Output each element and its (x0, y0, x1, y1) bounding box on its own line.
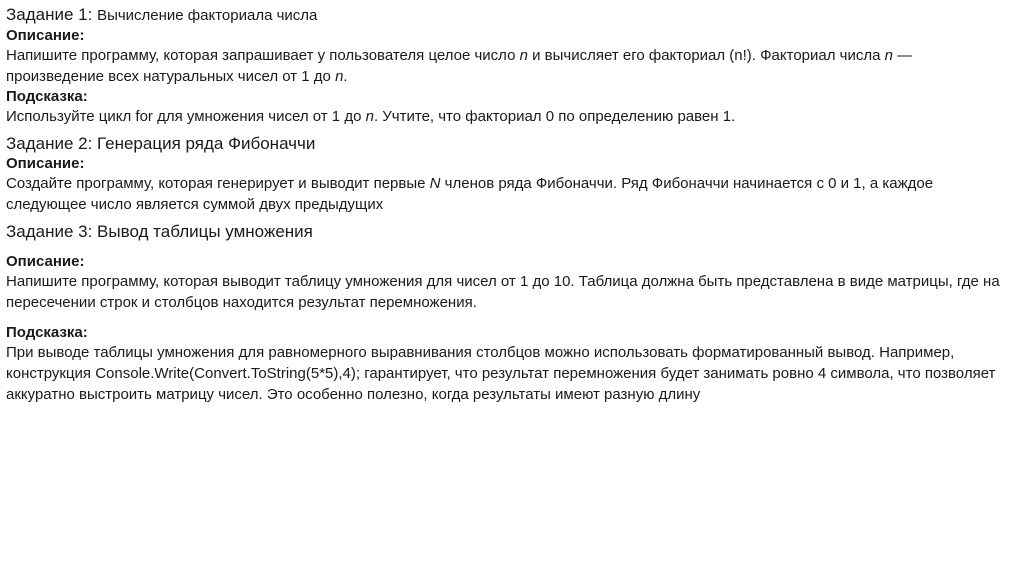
task-1-title-text: Вычисление факториала числа (97, 7, 318, 24)
slide-content (6, 4, 1014, 405)
variable-n: n (884, 47, 893, 64)
desc-part: и вычисляет его факториал (n!). Факториал числа (527, 47, 885, 64)
variable-N: N (429, 175, 441, 192)
task-2-description (6, 173, 1014, 215)
desc-part: — произведение всех натуральных чисел от 1 до (6, 47, 913, 85)
task-1-hint (6, 106, 1014, 127)
task-3-description-label: Описание: (6, 253, 85, 270)
task-3-description: Напишите программу, которая выводит таблицу умножения для чисел от 1 до 10. Таблица должна быть представлена в виде матрицы, где на пересечении строк и столбцов находится результат перемножения. (6, 273, 1000, 311)
task-1-hint-label: Подсказка: (6, 88, 88, 105)
task-1-title-prefix: Задание 1: (6, 5, 98, 24)
desc-part: . (343, 68, 348, 85)
hint-part: Используйте цикл for для умножения чисел от 1 до (6, 108, 366, 125)
task-1-title (6, 4, 1014, 26)
variable-n: n (365, 108, 374, 125)
desc-part: Создайте программу, которая генерирует и выводит первые (6, 175, 430, 192)
hint-part: . Учтите, что факториал 0 по определению равен 1. (373, 108, 736, 125)
task-3 (6, 221, 1014, 405)
task-1-description (6, 45, 1014, 87)
task-1-description-label: Описание: (6, 27, 85, 44)
task-2-title: Задание 2: Генерация ряда Фибоначчи (6, 134, 316, 153)
task-3-hint-label: Подсказка: (6, 324, 88, 341)
task-1 (6, 4, 1014, 127)
variable-n: n (519, 47, 528, 64)
task-3-hint: При выводе таблицы умножения для равномерного выравнивания столбцов можно использовать форматированный вывод. Например, конструкция Console.Write(Convert.ToString(5*5),4); гарантирует, что результат перемножения будет занимать ровно 4 символа, что позволяет аккуратно выстроить матрицу чисел. Это особенно полезно, когда результаты имеют разную длину (6, 344, 996, 403)
desc-part: Напишите программу, которая запрашивает у пользователя целое число (6, 47, 520, 64)
desc-part: членов ряда Фибоначчи. Ряд Фибоначчи начинается с 0 и 1, а каждое следующее число является суммой двух предыдущих (6, 175, 934, 213)
task-3-title: Задание 3: Вывод таблицы умножения (6, 222, 313, 241)
variable-n: n (335, 68, 344, 85)
task-2-description-label: Описание: (6, 155, 85, 172)
task-2 (6, 133, 1014, 215)
